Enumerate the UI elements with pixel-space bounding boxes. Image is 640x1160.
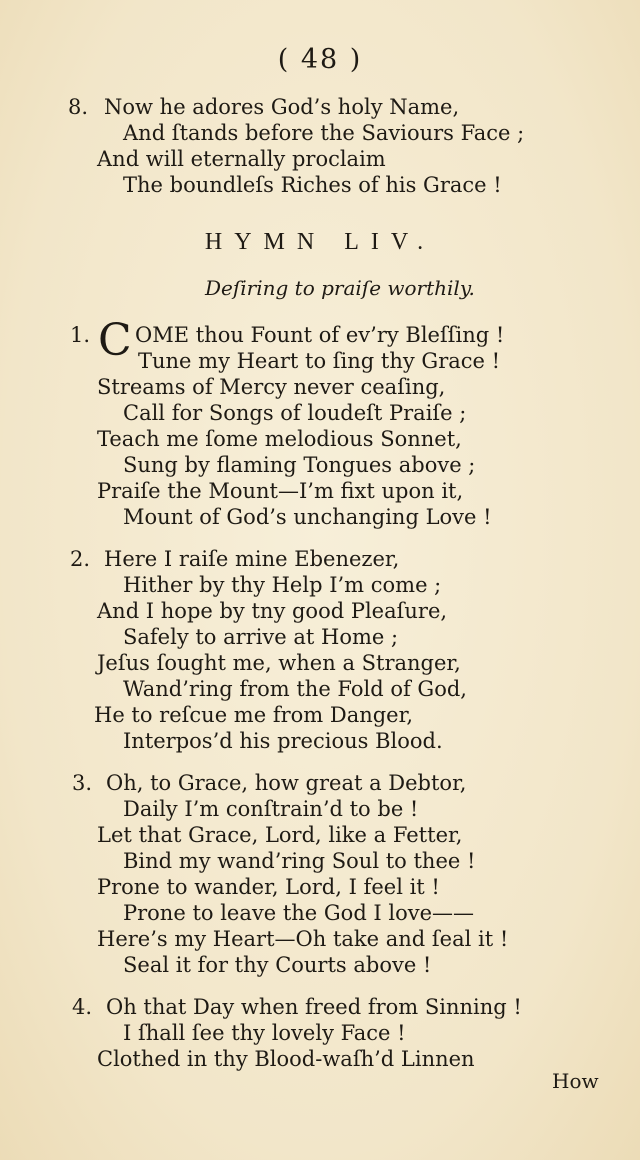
verse-line: Hither by thy Help I’m come ; [123,573,442,597]
verse-line: OME thou Fount of ev’ry Bleſſing ! [135,323,505,347]
catchword: How [552,1069,599,1093]
verse-line: Streams of Mercy never ceaſing, [97,375,446,399]
verse-line: Prone to leave the God I love—— [123,901,475,925]
verse-line: Call for Songs of loudeſt Praiſe ; [123,401,467,425]
verse-line: Praiſe the Mount—I’m fixt upon it, [97,479,464,503]
verse-line: And ſtands before the Saviours Face ; [123,121,525,145]
verse-line: And I hope by tny good Pleaſure, [97,599,448,623]
verse-line: Prone to wander, Lord, I feel it ! [97,875,440,899]
verse-line: Daily I’m conſtrain’d to be ! [123,797,419,821]
verse-line: Oh that Day when freed from Sinning ! [106,995,522,1019]
verse-line: Interpos’d his precious Blood. [123,729,443,753]
verse-line: Sung by flaming Tongues above ; [123,453,476,477]
verse-line: Seal it for thy Courts above ! [123,953,432,977]
verse-number: 8. [68,95,89,119]
verse-line: Let that Grace, Lord, like a Fetter, [97,823,463,847]
verse-line: Wand’ring from the Fold of God, [123,677,467,701]
verse-line: Oh, to Grace, how great a Debtor, [106,771,467,795]
verse-number: 1. [70,323,91,347]
verse-line: Jeſus ſought me, when a Stranger, [97,651,461,675]
hymn-subtitle: Deſiring to praiſe worthily. [205,276,475,300]
verse-line: Tune my Heart to ſing thy Grace ! [138,349,501,373]
verse-number: 4. [72,995,93,1019]
page-number: ( 48 ) [277,44,363,75]
verse-line: Bind my wand’ring Soul to thee ! [123,849,476,873]
hymn-title: HYMN LIV. [204,229,436,255]
verse-line: Teach me ſome melodious Sonnet, [97,427,462,451]
verse-line: Here’s my Heart—Oh take and ſeal it ! [97,927,509,951]
verse-line: He to reſcue me from Danger, [94,703,414,727]
verse-line: I ſhall ſee thy lovely Face ! [123,1021,406,1045]
verse-number: 3. [72,771,93,795]
verse-line: Safely to arrive at Home ; [123,625,399,649]
verse-line: And will eternally proclaim [97,147,386,171]
verse-line: Mount of God’s unchanging Love ! [123,505,492,529]
verse-number: 2. [70,547,91,571]
verse-line: The boundleſs Riches of his Grace ! [123,173,502,197]
verse-line: Clothed in thy Blood-waſh’d Linnen [97,1047,475,1071]
verse-line: Here I raiſe mine Ebenezer, [104,547,400,571]
verse-line: Now he adores God’s holy Name, [104,95,460,119]
drop-cap: C [98,315,132,366]
